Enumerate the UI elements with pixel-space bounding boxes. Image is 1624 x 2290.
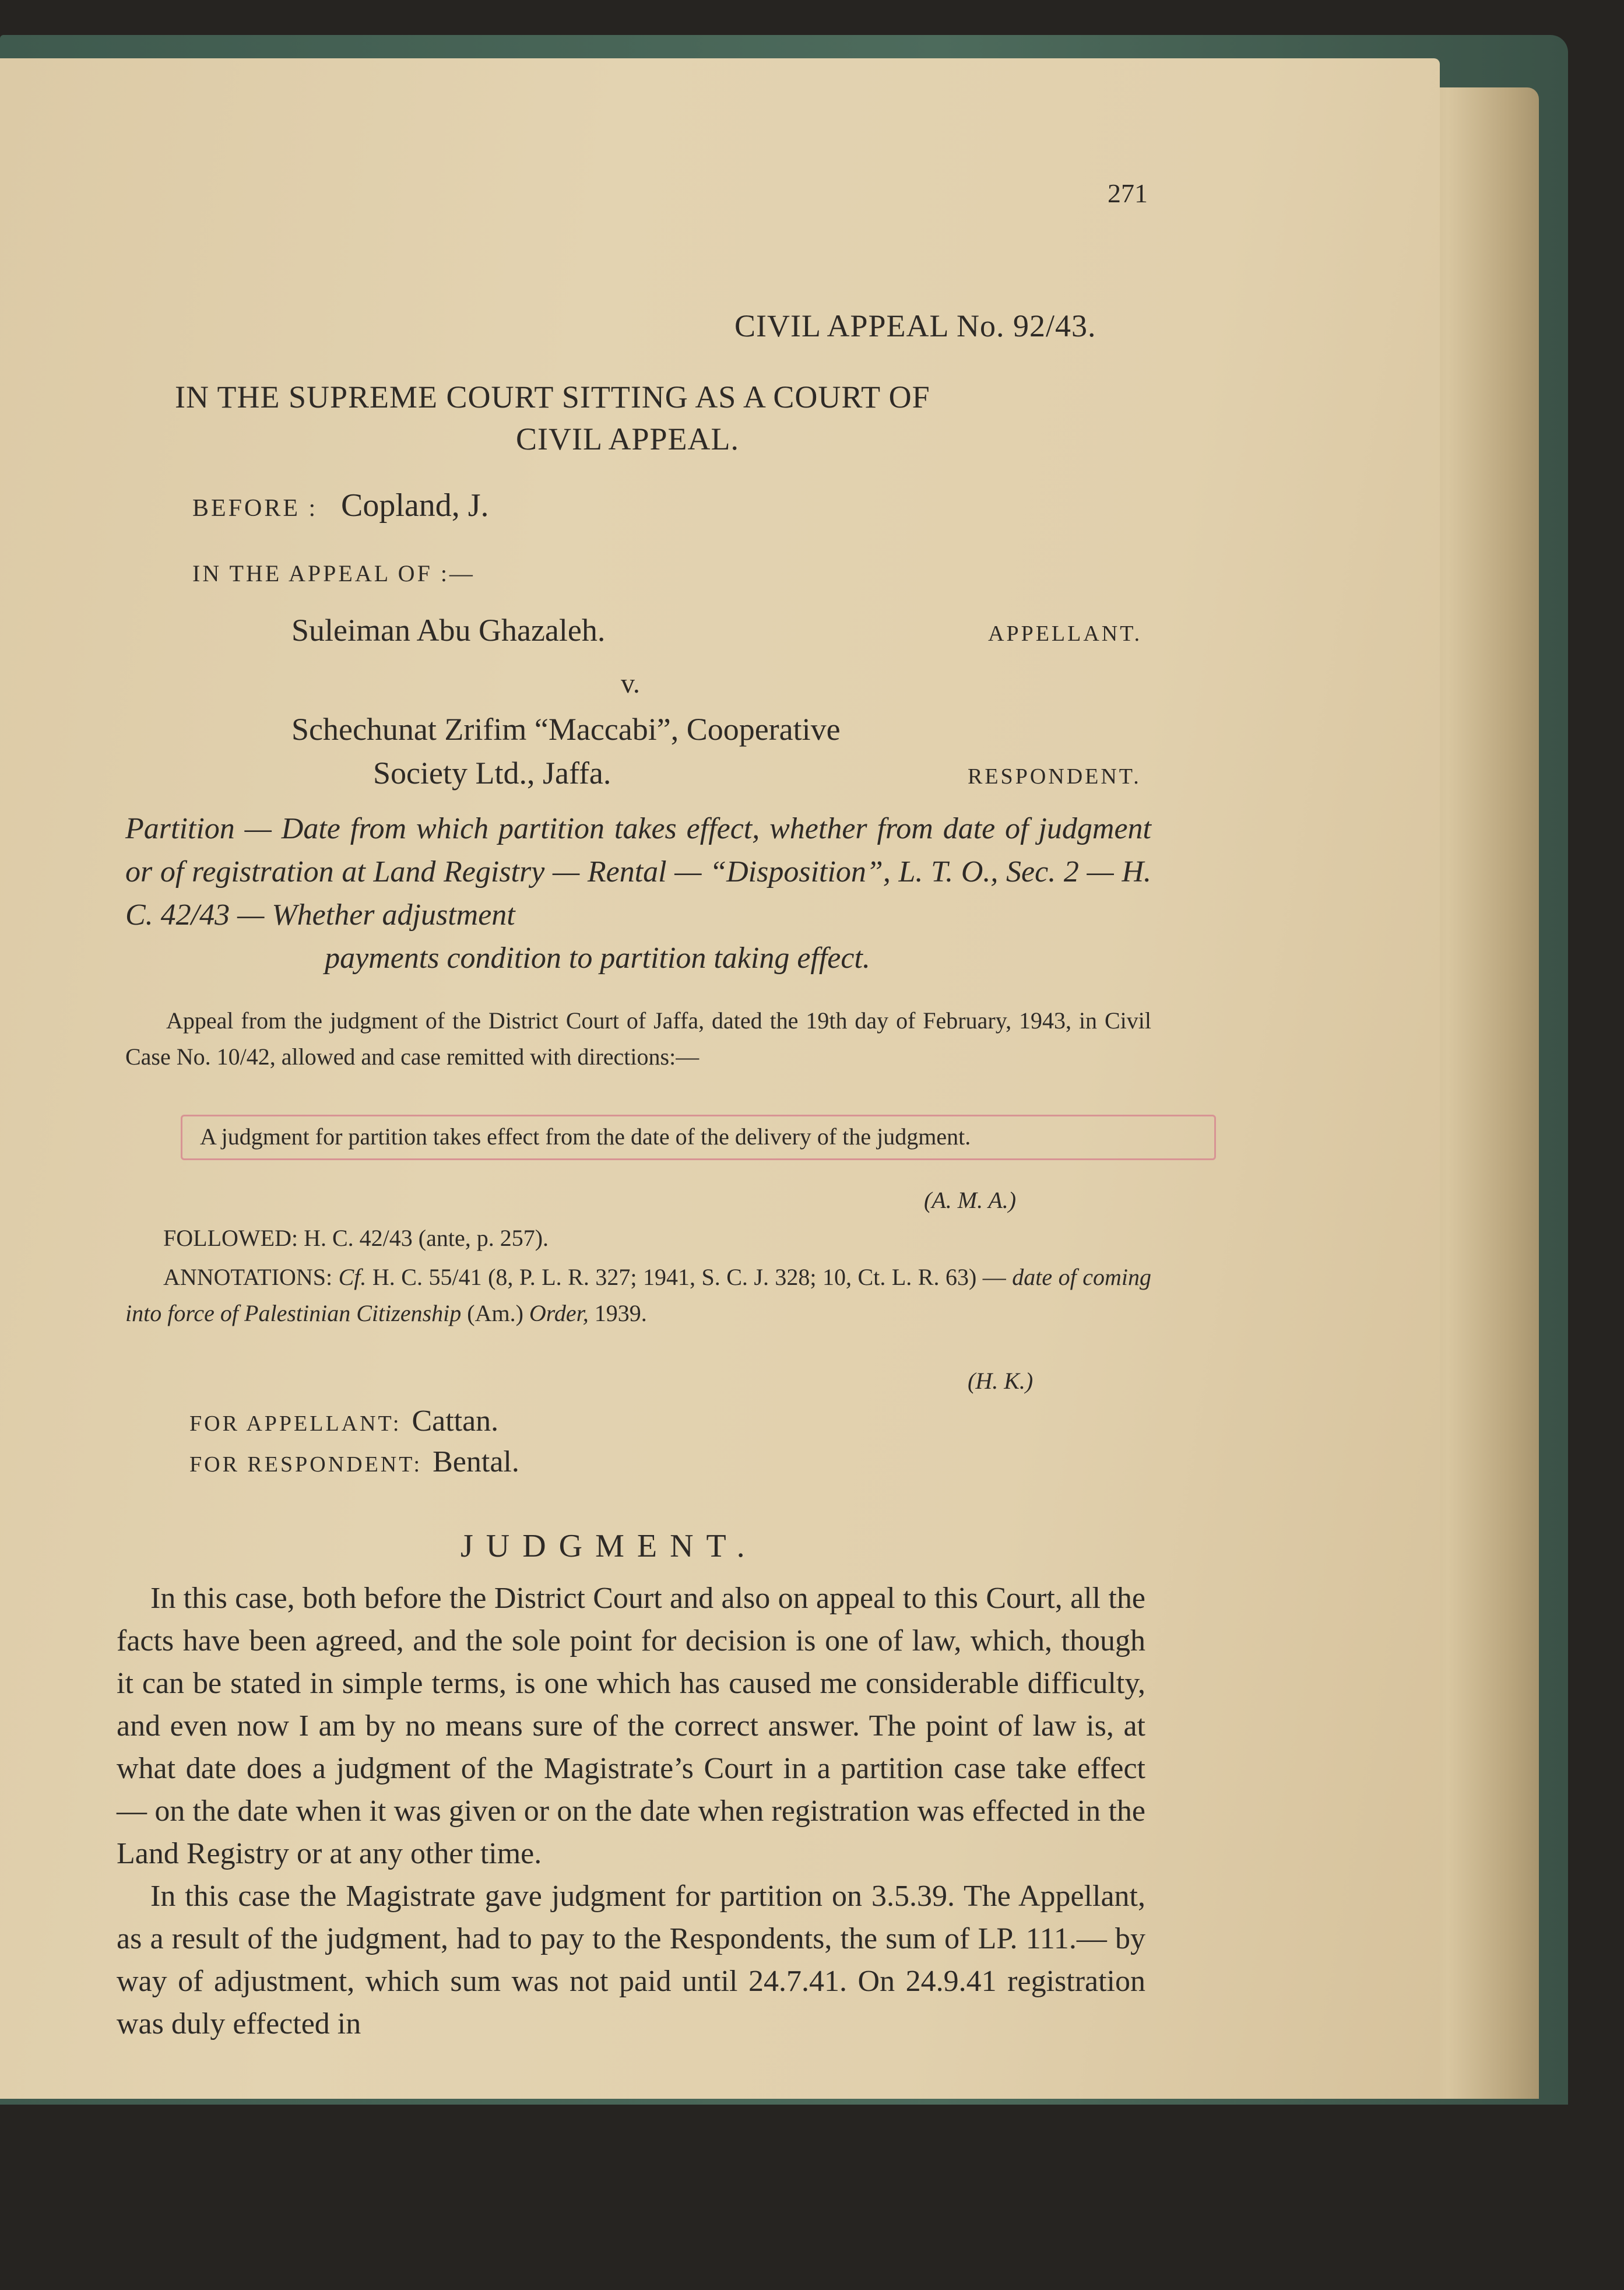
appeal-from: Appeal from the judgment of the District Court of Jaffa, dated the 19th day of February, 1943, in Civil Case No. 10/42, allowed and case remitted with directions:— xyxy=(125,1007,1151,1070)
annotations-subject: date of coming into force of Palestinian Citizenship xyxy=(125,1264,1152,1326)
court-heading-line2: CIVIL APPEAL. xyxy=(516,422,740,456)
judgment-title: JUDGMENT. xyxy=(461,1528,758,1564)
counsel-appellant-name: Cattan. xyxy=(412,1404,499,1438)
headnote xyxy=(125,807,1151,980)
headnote-main: Partition — Date from which partition takes effect, whether from date of judgment or of registration at Land Registry — Rental — “Disposition”, L. T. O., Sec. 2 — H. C. 42/43 — Whether adjustment xyxy=(125,812,1151,932)
book-page xyxy=(0,58,1440,2099)
counsel-respondent xyxy=(189,1445,519,1479)
annotations xyxy=(125,1259,1151,1332)
judgment-body xyxy=(117,1577,1145,2045)
judge-name: Copland, J. xyxy=(341,487,489,524)
versus: v. xyxy=(621,668,640,699)
annotations-initials: (H. K.) xyxy=(968,1368,1034,1394)
counsel-appellant-label: FOR APPELLANT: xyxy=(189,1411,402,1436)
appeal-of-label: IN THE APPEAL OF :— xyxy=(192,560,475,586)
annotations-label: ANNOTATIONS: xyxy=(163,1264,333,1290)
headnote-last-line: payments condition to partition taking effect. xyxy=(325,942,870,975)
holding-initials: (A. M. A.) xyxy=(924,1187,1017,1213)
counsel-respondent-label: FOR RESPONDENT: xyxy=(189,1452,423,1477)
appellant-role: APPELLANT. xyxy=(988,621,1143,646)
case-number: CIVIL APPEAL No. 92/43. xyxy=(734,308,1096,343)
counsel-respondent-name: Bental. xyxy=(433,1445,519,1478)
annotations-refs: H. C. 55/41 (8, P. L. R. 327; 1941, S. C. J. 328; 10, Ct. L. R. 63) — xyxy=(372,1264,1006,1290)
appellant-name: Suleiman Abu Ghazaleh. xyxy=(291,613,606,648)
annotations-year: 1939. xyxy=(594,1300,647,1326)
page-number: 271 xyxy=(1108,178,1148,208)
judgment-paragraph: In this case, both before the District Court and also on appeal to this Court, all the facts have been agreed, and the sole point for decision is one of law, which, though it can be stated in simple terms, is one which has caused me considerable difficulty, and even now I am by no means sure of the correct answer. The point of law is, at what date does a judgment of the Magistrate’s Court in a partition case take effect — on the date when it was given or on the date when registration was effected in the Land Registry or at any other time. xyxy=(117,1582,1145,1870)
annotations-cf: Cf. xyxy=(338,1264,367,1290)
judgment-paragraph: In this case the Magistrate gave judgment for partition on 3.5.39. The Appellant, as a result of the judgment, had to pay to the Respondents, the sum of LP. 111.— by way of adjustment, which sum was not paid until 24.7.41. On 24.9.41 registration was duly effected in xyxy=(117,1880,1145,2040)
holding-box: A judgment for partition takes effect from the date of the delivery of the judgment. xyxy=(181,1115,1216,1160)
annotations-order: Order, xyxy=(529,1300,589,1326)
annotations-am: (Am.) xyxy=(467,1300,523,1326)
court-heading-line1: IN THE SUPREME COURT SITTING AS A COURT OF xyxy=(175,380,930,415)
respondent-role: RESPONDENT. xyxy=(968,764,1141,789)
respondent-name-line2: Society Ltd., Jaffa. xyxy=(373,756,611,791)
followed-citation: FOLLOWED: H. C. 42/43 (ante, p. 257). xyxy=(163,1225,549,1251)
respondent-name-line1: Schechunat Zrifim “Maccabi”, Cooperative xyxy=(291,712,841,747)
before-label: BEFORE : xyxy=(192,495,318,522)
counsel-appellant xyxy=(189,1404,498,1438)
